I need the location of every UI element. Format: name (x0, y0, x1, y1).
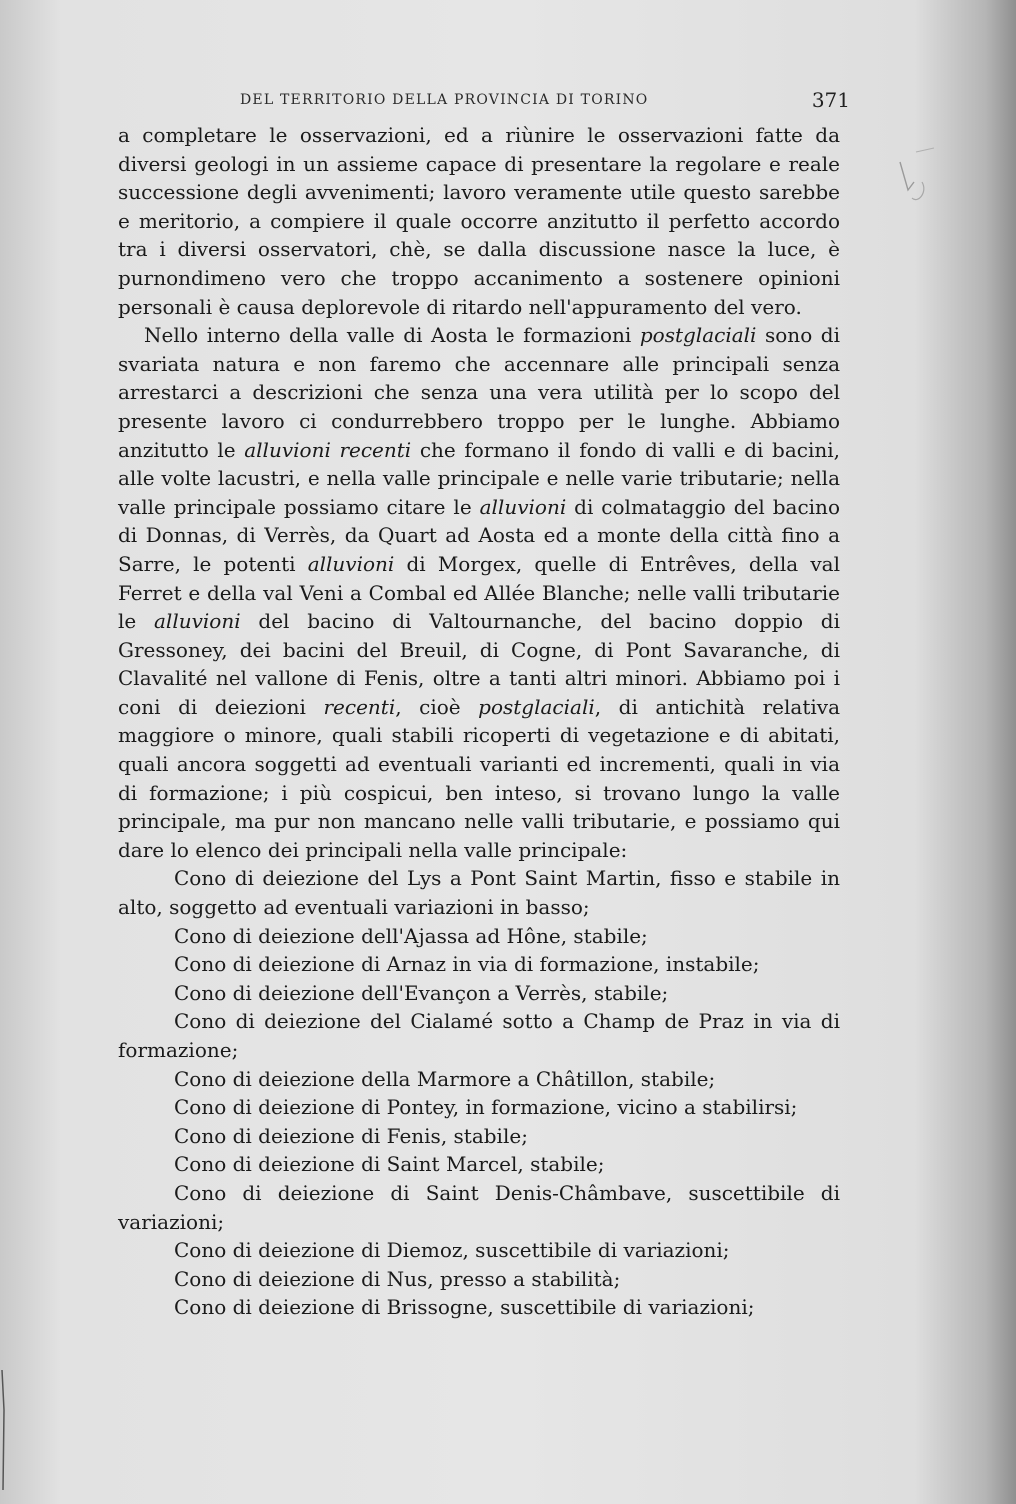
list-item: Cono di deiezione di Arnaz in via di formazione, instabile; (174, 952, 760, 977)
page-header (240, 88, 850, 118)
running-head: DEL TERRITORIO DELLA PROVINCIA DI TORINO (240, 92, 649, 108)
list-item: Cono di deiezione di Pontey, in formazione, vicino a stabilirsi; (174, 1095, 798, 1120)
list-item: Cono di deiezione del Cialamé sotto a Champ de Praz in via di formazione; (118, 1009, 840, 1062)
paragraph: a completare le osservazioni, ed a riùnire le osservazioni fatte da diversi geologi in un assieme capace di presentare la regolare e reale successione degli avvenimenti; lavoro veramente utile questo sarebbe e meritorio, a compiere il quale occorre anzitutto il perfetto accordo tra i diversi osservatori, chè, se dalla discussione nasce la luce, è purnondimeno vero che troppo accanimento a sostenere opinioni personali è causa deplorevole di ritardo nell'appuramento del vero. (118, 123, 840, 319)
italic-term: recenti (323, 694, 396, 719)
list-item: Cono di deiezione del Lys a Pont Saint Martin, fisso e stabile in alto, soggetto ad eventuali variazioni in basso; (118, 866, 840, 920)
list-item: Cono di deiezione di Saint Denis-Châmbave, suscettibile di variazioni; (118, 1180, 840, 1234)
italic-term: alluvioni (479, 494, 567, 519)
italic-term: alluvioni recenti (244, 437, 412, 462)
list-item: Cono di deiezione dell'Evançon a Verrès, stabile; (174, 980, 669, 1005)
italic-term: alluvioni (307, 551, 395, 576)
binding-edge-mark (0, 1370, 12, 1490)
list-item: Cono di deiezione di Nus, presso a stabilità; (174, 1266, 621, 1291)
paragraph: Nello interno della valle di Aosta le formazioni postglaciali sono di svariata natura e non faremo che accennare alle principali senza arrestarci a descrizioni che senza una vera utilità per lo scopo del presente lavoro ci condurrebbero troppo per le lunghe. Abbiamo anzitutto le alluvioni recenti che formano il fondo di valli e di bacini, alle volte lacustri, e nella valle principale e nelle varie tributarie; nella valle principale possiamo citare le alluvioni di colmataggio del bacino di Donnas, di Verrès, da Quart ad Aosta ed a monte della città fino a Sarre, le potenti alluvioni di Morgex, quelle di Entrêves, della val Ferret e della val Veni a Combal ed Allée Blanche; nelle valli tributarie le alluvioni del bacino di Valtournanche, del bacino doppio di Gressoney, dei bacini del Breuil, di Cogne, di Pont Savaranche, di Clavalité nel vallone di Fenis, oltre a tanti altri minori. Abbiamo poi i coni di deiezioni recenti, cioè postglaciali, di antichità relativa maggiore o minore, quali stabili ricoperti di vegetazione e di abitati, quali ancora soggetti ad eventuali varianti ed incrementi, quali in via di formazione; i più cospicui, ben inteso, si trovano lungo la valle principale, ma pur non mancano nelle valli tributarie, e possiamo qui dare lo elenco dei principali nella valle principale: (118, 323, 841, 862)
list-item: Cono di deiezione di Diemoz, suscettibile di variazioni; (174, 1238, 730, 1263)
italic-term: postglaciali (478, 694, 595, 719)
page-number: 371 (811, 88, 850, 112)
body-text (118, 121, 840, 1322)
list-item: Cono di deiezione dell'Ajassa ad Hône, stabile; (174, 923, 648, 948)
italic-term: alluvioni (154, 609, 241, 634)
pencil-check-mark (898, 142, 938, 212)
list-item: Cono di deiezione di Brissogne, suscettibile di variazioni; (174, 1295, 755, 1320)
italic-term: postglaciali (639, 323, 757, 348)
list-item: Cono di deiezione della Marmore a Châtillon, stabile; (174, 1066, 716, 1091)
list-item: Cono di deiezione di Saint Marcel, stabile; (174, 1152, 605, 1177)
list-item: Cono di deiezione di Fenis, stabile; (174, 1123, 528, 1148)
